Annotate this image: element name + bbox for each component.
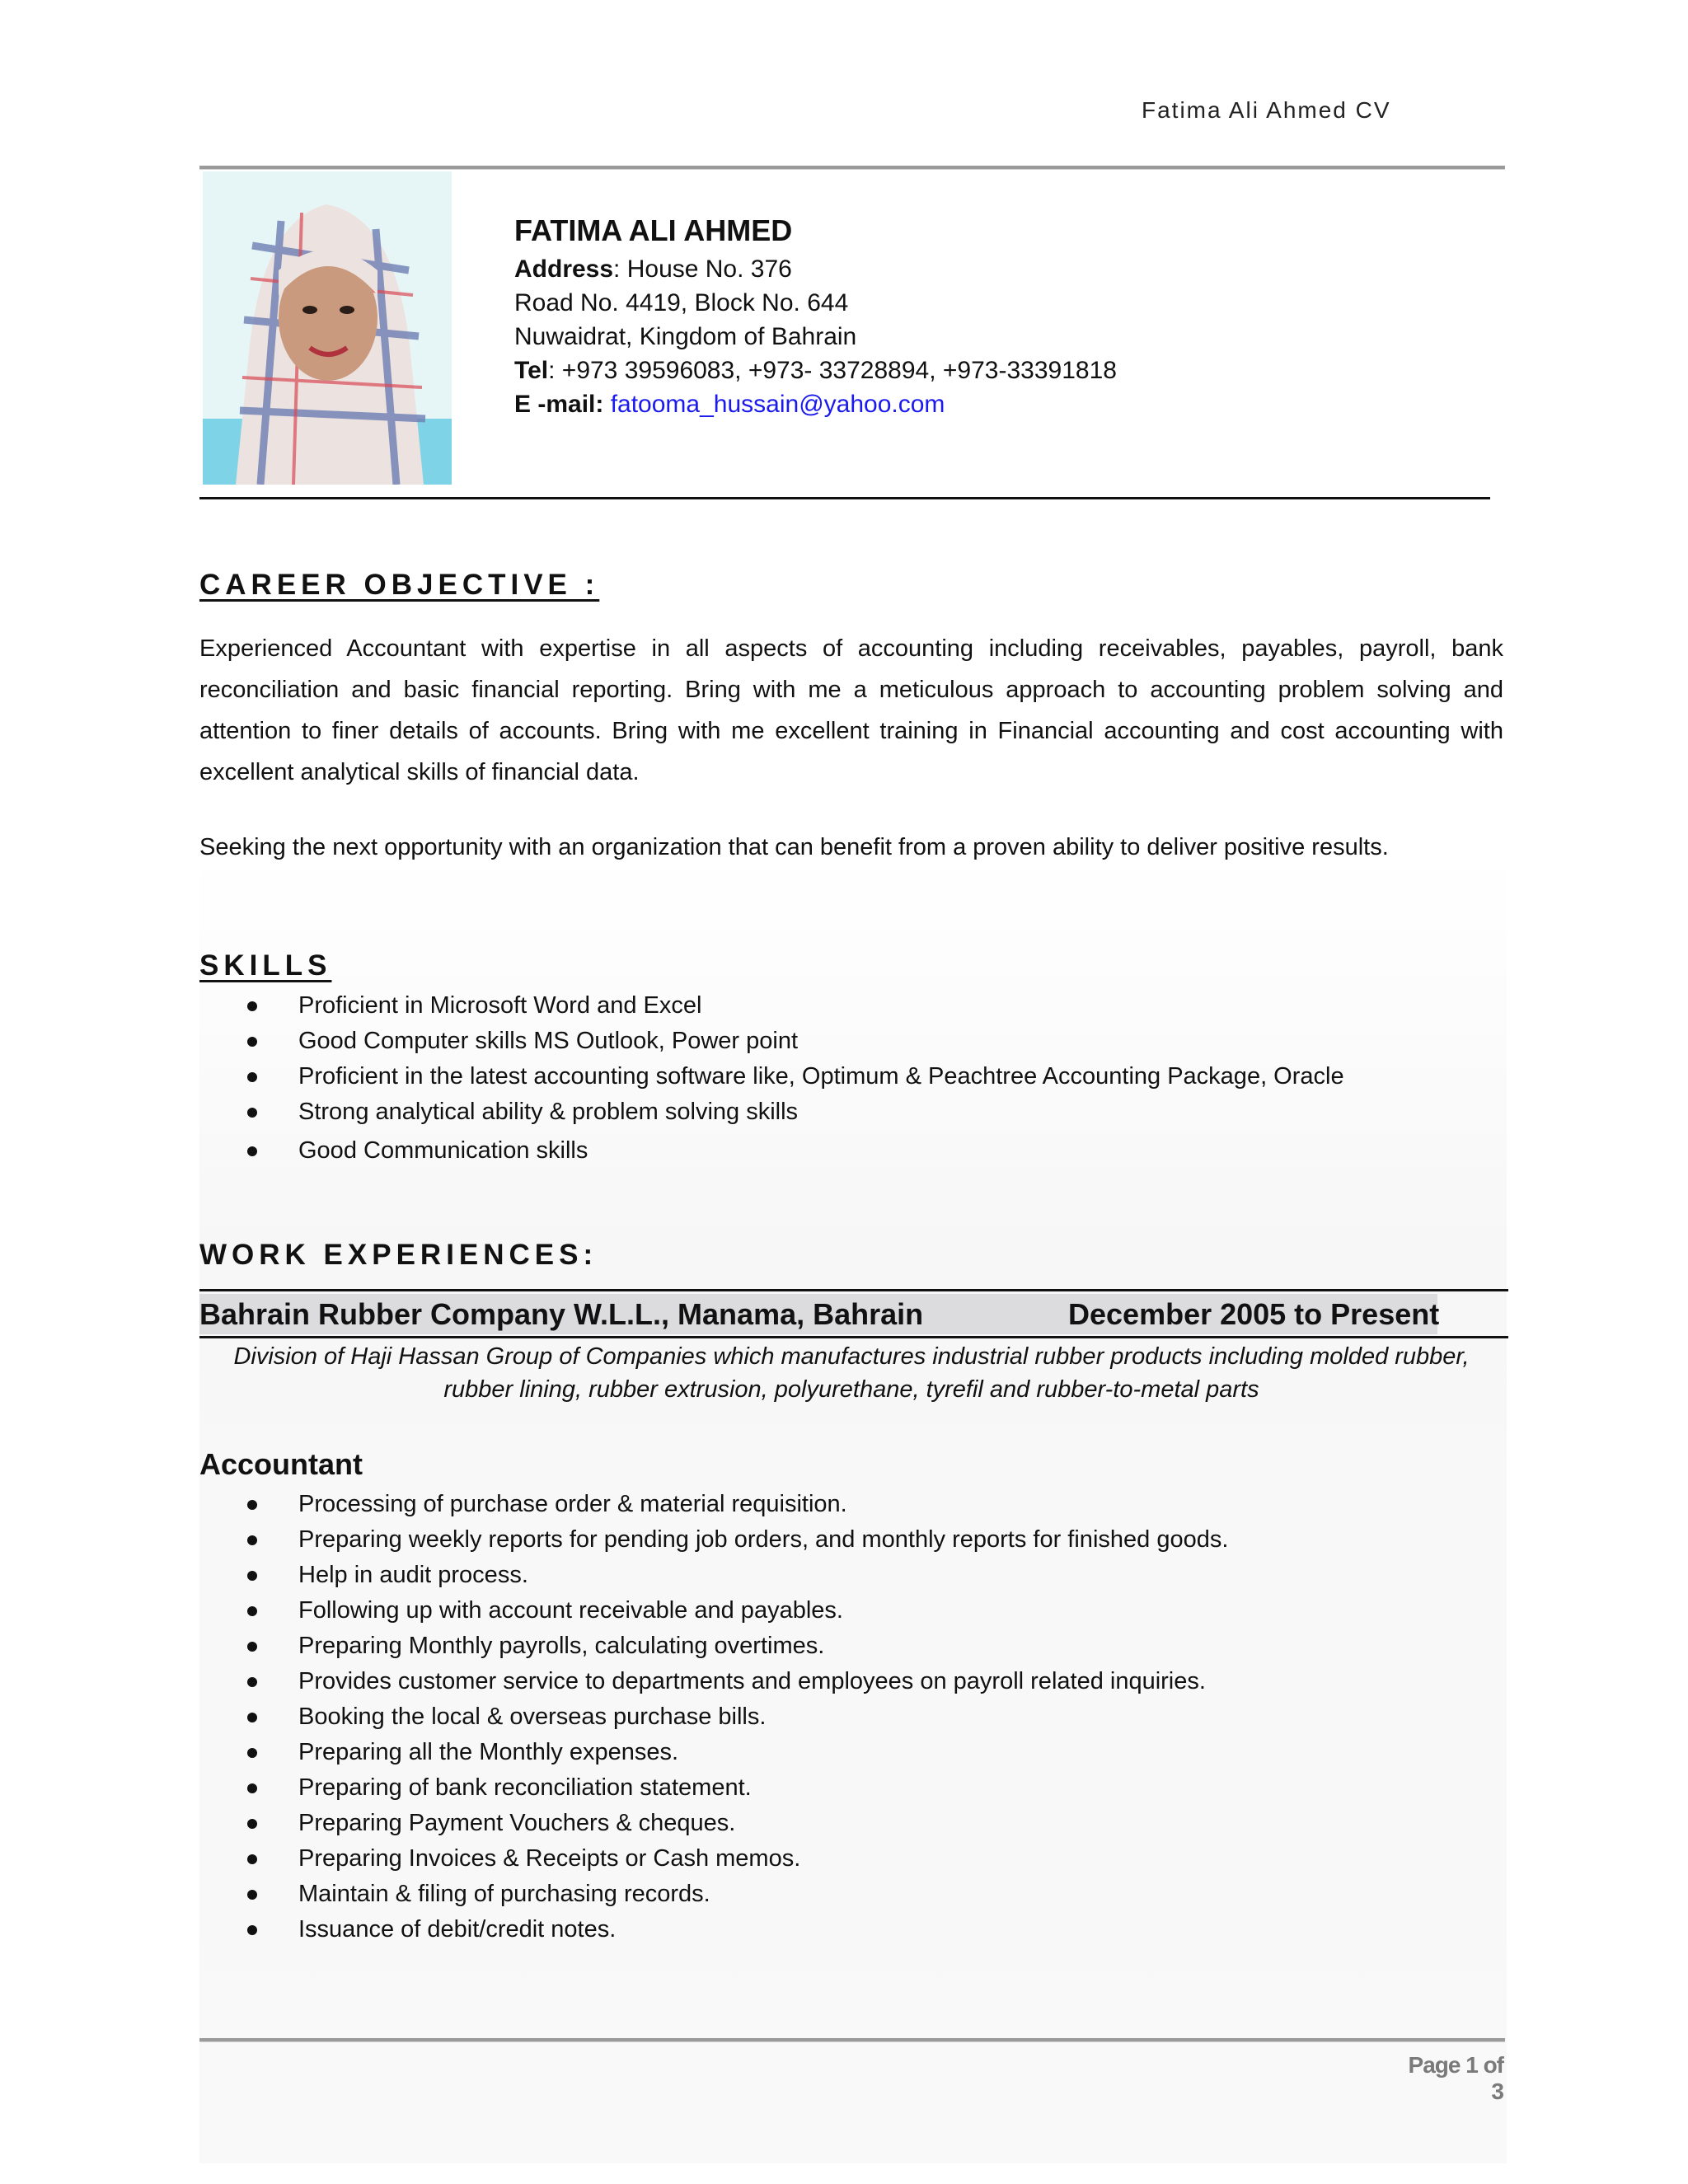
duty-text: Preparing Invoices & Receipts or Cash memos. bbox=[298, 1845, 801, 1872]
bullet-icon bbox=[247, 1642, 257, 1652]
footer-rule bbox=[199, 2038, 1505, 2042]
work-experiences-heading: WORK EXPERIENCES: bbox=[199, 1239, 598, 1271]
list-item bbox=[247, 1699, 1484, 1735]
bullet-icon bbox=[247, 1819, 257, 1829]
skill-text: Good Communication skills bbox=[298, 1137, 588, 1164]
list-item bbox=[247, 1487, 1484, 1522]
skill-text: Proficient in the latest accounting software like, Optimum & Peachtree Accounting Package, Oracle bbox=[298, 1063, 1344, 1090]
address-label: Address bbox=[514, 255, 614, 283]
bullet-icon bbox=[247, 1854, 257, 1864]
bullet-icon bbox=[247, 1783, 257, 1793]
bullet-icon bbox=[247, 1890, 257, 1900]
bullet-icon bbox=[247, 1037, 257, 1047]
address-line-1 bbox=[514, 252, 1117, 286]
bullet-icon bbox=[247, 1500, 257, 1510]
address-line-3: Nuwaidrat, Kingdom of Bahrain bbox=[514, 323, 857, 350]
tel-label: Tel bbox=[514, 357, 549, 384]
list-item bbox=[247, 1094, 1484, 1130]
tel-line bbox=[514, 354, 1117, 387]
list-item bbox=[247, 988, 1484, 1024]
contact-divider bbox=[199, 497, 1490, 499]
candidate-name: FATIMA ALI AHMED bbox=[514, 213, 793, 247]
duty-text: Processing of purchase order & material requisition. bbox=[298, 1491, 847, 1517]
list-item bbox=[247, 1735, 1484, 1770]
company-name: Bahrain Rubber Company W.L.L., Manama, Bahrain bbox=[199, 1297, 924, 1331]
address-line-2: Road No. 4419, Block No. 644 bbox=[514, 289, 849, 316]
list-item bbox=[247, 1024, 1484, 1059]
bullet-icon bbox=[247, 1748, 257, 1758]
list-item bbox=[247, 1629, 1484, 1664]
tel-value: : +973 39596083, +973- 33728894, +973-33391818 bbox=[548, 357, 1117, 384]
header-rule bbox=[199, 166, 1505, 170]
company-rule-bottom bbox=[199, 1336, 1508, 1338]
duty-text: Issuance of debit/credit notes. bbox=[298, 1916, 617, 1943]
list-item bbox=[247, 1877, 1484, 1912]
bullet-icon bbox=[247, 1677, 257, 1687]
running-header: Fatima Ali Ahmed CV bbox=[1142, 97, 1391, 123]
duties-list bbox=[247, 1487, 1484, 1947]
bullet-icon bbox=[247, 1713, 257, 1722]
list-item bbox=[247, 1133, 1484, 1169]
duty-text: Maintain & filing of purchasing records. bbox=[298, 1881, 710, 1907]
email-line bbox=[514, 387, 1117, 421]
career-objective-seeking: Seeking the next opportunity with an organization that can benefit from a proven ability to deliver positive results. bbox=[199, 834, 1389, 860]
bullet-icon bbox=[247, 1606, 257, 1616]
email-label: E -mail: bbox=[514, 391, 604, 418]
company-rule-top bbox=[199, 1289, 1508, 1291]
duty-text: Preparing Monthly payrolls, calculating overtimes. bbox=[298, 1633, 825, 1659]
company-description bbox=[199, 1340, 1503, 1406]
duty-text: Following up with account receivable and payables. bbox=[298, 1597, 843, 1624]
bullet-icon bbox=[247, 1072, 257, 1082]
list-item bbox=[247, 1912, 1484, 1947]
profile-photo bbox=[203, 171, 452, 485]
skill-text: Good Computer skills MS Outlook, Power point bbox=[298, 1028, 799, 1054]
skills-list bbox=[247, 988, 1484, 1169]
career-objective-text: Experienced Accountant with expertise in all aspects of accounting including receivables, payables, payroll, bank reconciliation and basic financial reporting. Bring with me a meticulous approach to accounting problem solving and attention to finer details of accounts. Bring with me excellent training in Financial accounting and cost accounting with excellent analytical skills of financial data. bbox=[199, 635, 1503, 785]
list-item bbox=[247, 1770, 1484, 1806]
duty-text: Preparing Payment Vouchers & cheques. bbox=[298, 1810, 736, 1836]
list-item bbox=[247, 1806, 1484, 1841]
skill-text: Strong analytical ability & problem solving skills bbox=[298, 1099, 799, 1125]
duty-text: Help in audit process. bbox=[298, 1562, 528, 1588]
bullet-icon bbox=[247, 1535, 257, 1545]
bullet-icon bbox=[247, 1108, 257, 1118]
job-title: Accountant bbox=[199, 1447, 363, 1481]
contact-block bbox=[514, 211, 1117, 421]
duty-text: Provides customer service to departments and employees on payroll related inquiries. bbox=[298, 1668, 1206, 1694]
duty-text: Preparing all the Monthly expenses. bbox=[298, 1739, 679, 1765]
bullet-icon bbox=[247, 1571, 257, 1581]
career-objective-heading: CAREER OBJECTIVE : bbox=[199, 569, 600, 601]
list-item bbox=[247, 1664, 1484, 1699]
duty-text: Preparing of bank reconciliation statement. bbox=[298, 1774, 752, 1801]
bullet-icon bbox=[247, 1001, 257, 1011]
list-item bbox=[247, 1522, 1484, 1558]
list-item bbox=[247, 1558, 1484, 1593]
employment-period: December 2005 to Present bbox=[1068, 1297, 1440, 1331]
list-item bbox=[247, 1841, 1484, 1877]
page-number: Page 1 of 3 bbox=[1408, 2052, 1503, 2104]
bullet-icon bbox=[247, 1146, 257, 1156]
skill-text: Proficient in Microsoft Word and Excel bbox=[298, 992, 702, 1019]
duty-text: Preparing weekly reports for pending job orders, and monthly reports for finished goods. bbox=[298, 1526, 1229, 1553]
duty-text: Booking the local & overseas purchase bills. bbox=[298, 1704, 767, 1730]
address-value: : House No. 376 bbox=[613, 255, 792, 283]
list-item bbox=[247, 1059, 1484, 1094]
company-description-line-1: Division of Haji Hassan Group of Companies which manufactures industrial rubber products including molded rubber, bbox=[233, 1343, 1470, 1370]
list-item bbox=[247, 1593, 1484, 1629]
email-link[interactable]: fatooma_hussain@yahoo.com bbox=[610, 391, 945, 418]
skills-heading: SKILLS bbox=[199, 949, 332, 982]
bullet-icon bbox=[247, 1925, 257, 1935]
company-description-line-2: rubber lining, rubber extrusion, polyurethane, tyrefil and rubber-to-metal parts bbox=[443, 1376, 1259, 1403]
